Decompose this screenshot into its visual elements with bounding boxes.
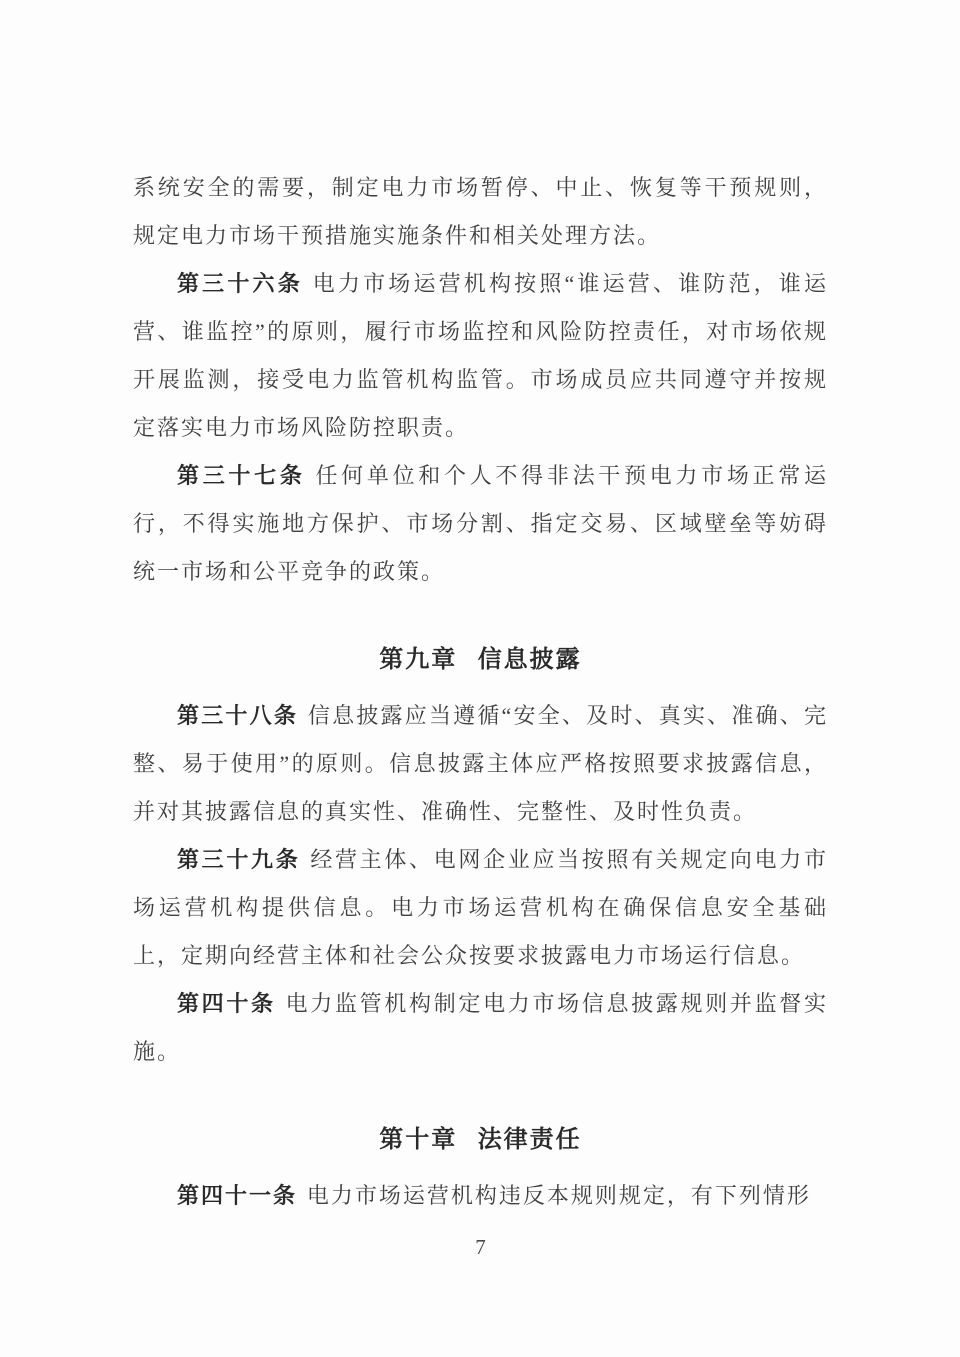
- article-41-text: 电力市场运营机构违反本规则规定，有下列情形: [306, 1183, 811, 1208]
- chapter-9-number: 第九章: [379, 647, 458, 673]
- chapter-10-heading: [133, 1116, 828, 1164]
- article-38: [133, 692, 828, 836]
- article-40-text: 电力监管机构制定电力市场信息披露规则并监督实施。: [133, 991, 828, 1064]
- article-36-label: 第三十六条: [177, 271, 303, 296]
- page-number: 7: [475, 1235, 486, 1259]
- article-38-text: 信息披露应当遵循“安全、及时、真实、准确、完整、易于使用”的原则。信息披露主体应严格按照要求披露信息，并对其披露信息的真实性、准确性、完整性、及时性负责。: [133, 703, 828, 824]
- paragraph-continuation: 系统安全的需要，制定电力市场暂停、中止、恢复等干预规则，规定电力市场干预措施实施条件和相关处理方法。: [133, 175, 828, 248]
- article-39-text: 经营主体、电网企业应当按照有关规定向电力市场运营机构提供信息。电力市场运营机构在确保信息安全基础上，定期向经营主体和社会公众按要求披露电力市场运行信息。: [133, 847, 828, 968]
- chapter-9-heading: [133, 636, 828, 684]
- article-37: [133, 452, 828, 596]
- article-37-label: 第三十七条: [177, 463, 306, 488]
- article-37-text: 任何单位和个人不得非法干预电力市场正常运行，不得实施地方保护、市场分割、指定交易、区域壁垒等妨碍统一市场和公平竞争的政策。: [133, 463, 828, 584]
- article-38-label: 第三十八条: [177, 703, 299, 728]
- article-40-label: 第四十条: [177, 991, 276, 1016]
- article-39: [133, 836, 828, 980]
- article-36: [133, 260, 828, 452]
- article-36-text: 电力市场运营机构按照“谁运营、谁防范，谁运营、谁监控”的原则，履行市场监控和风险防控责任，对市场依规开展监测，接受电力监管机构监管。市场成员应共同遵守并按规定落实电力市场风险防控职责。: [133, 271, 828, 440]
- article-39-label: 第三十九条: [177, 847, 301, 872]
- article-41: [133, 1172, 828, 1220]
- chapter-9-title: 信息披露: [477, 647, 582, 673]
- chapter-10-number: 第十章: [379, 1127, 458, 1153]
- chapter-10-title: 法律责任: [477, 1127, 582, 1153]
- article-41-label: 第四十一条: [177, 1183, 298, 1208]
- article-40: [133, 980, 828, 1076]
